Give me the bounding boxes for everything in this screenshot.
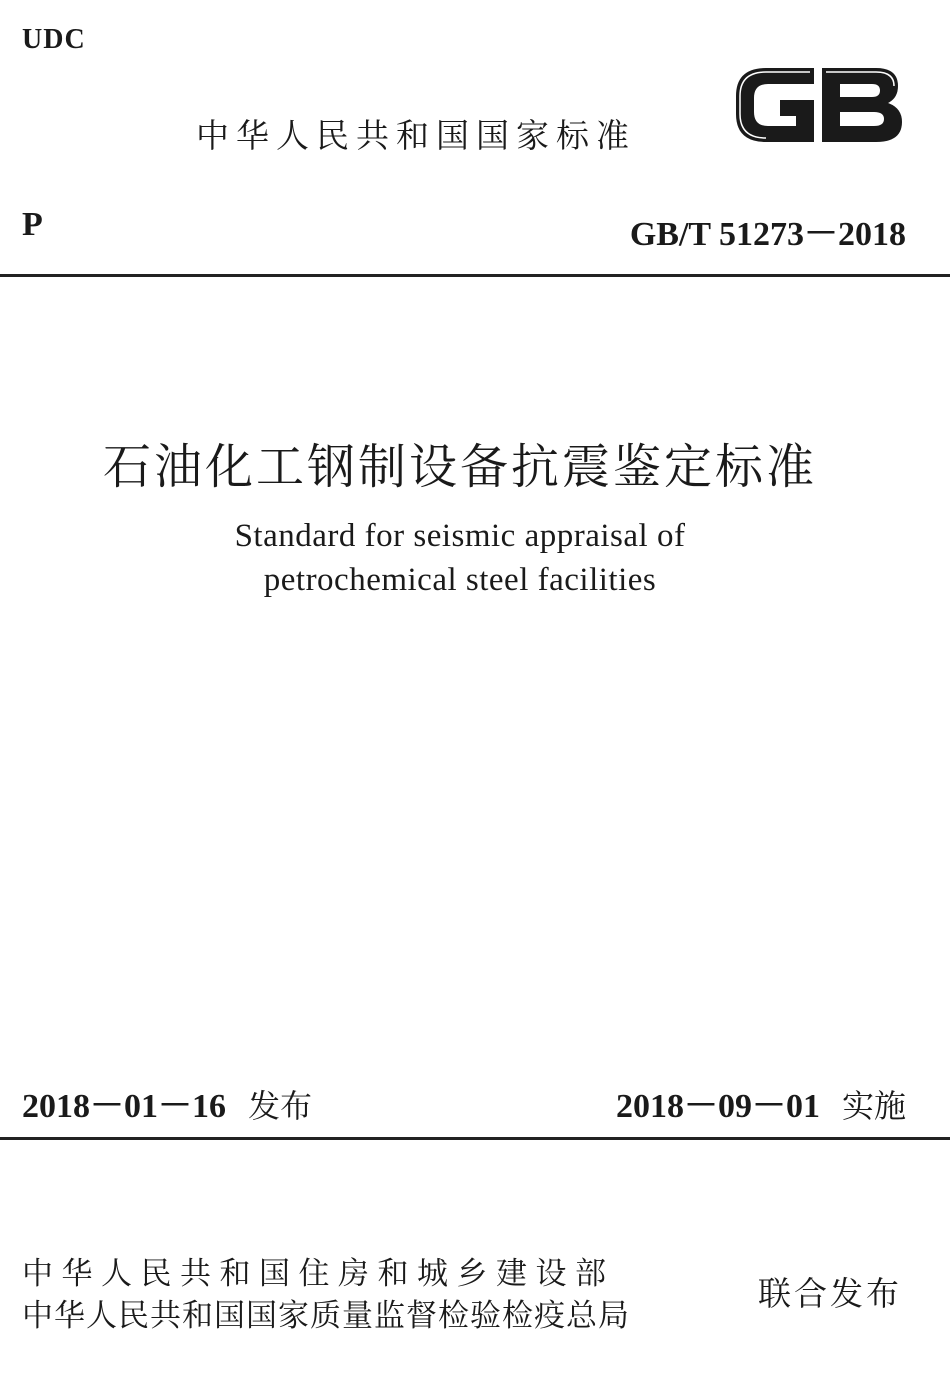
top-divider bbox=[0, 274, 950, 277]
gb-logo-g bbox=[736, 68, 814, 142]
bottom-divider bbox=[0, 1137, 950, 1140]
issue-date-line bbox=[22, 1078, 312, 1127]
title-english-line1: Standard for seismic appraisal of bbox=[234, 518, 686, 554]
publisher-agency-1: 中华人民共和国住房和城乡建设部 bbox=[22, 1256, 615, 1292]
standard-number: GB/T 51273－2018 bbox=[629, 216, 906, 253]
issue-label: 发布 bbox=[248, 1087, 313, 1125]
publisher-agency-2: 中华人民共和国国家质量监督检验检疫总局 bbox=[22, 1298, 630, 1334]
title-english-line2: petrochemical steel facilities bbox=[263, 562, 657, 598]
classification-code: P bbox=[22, 206, 43, 243]
udc-label: UDC bbox=[22, 24, 86, 55]
national-standard-heading: 中华人民共和国国家标准 bbox=[196, 116, 636, 155]
title-chinese: 石油化工钢制设备抗震鉴定标准 bbox=[102, 439, 817, 495]
joint-publish-label: 联合发布 bbox=[758, 1274, 902, 1313]
gb-logo-b bbox=[822, 68, 902, 142]
issue-date: 2018－01－16 bbox=[22, 1088, 226, 1125]
implement-label: 实施 bbox=[841, 1087, 906, 1125]
implement-date-line bbox=[616, 1078, 906, 1127]
implement-date: 2018－09－01 bbox=[615, 1088, 820, 1125]
gb-logo bbox=[726, 56, 908, 152]
